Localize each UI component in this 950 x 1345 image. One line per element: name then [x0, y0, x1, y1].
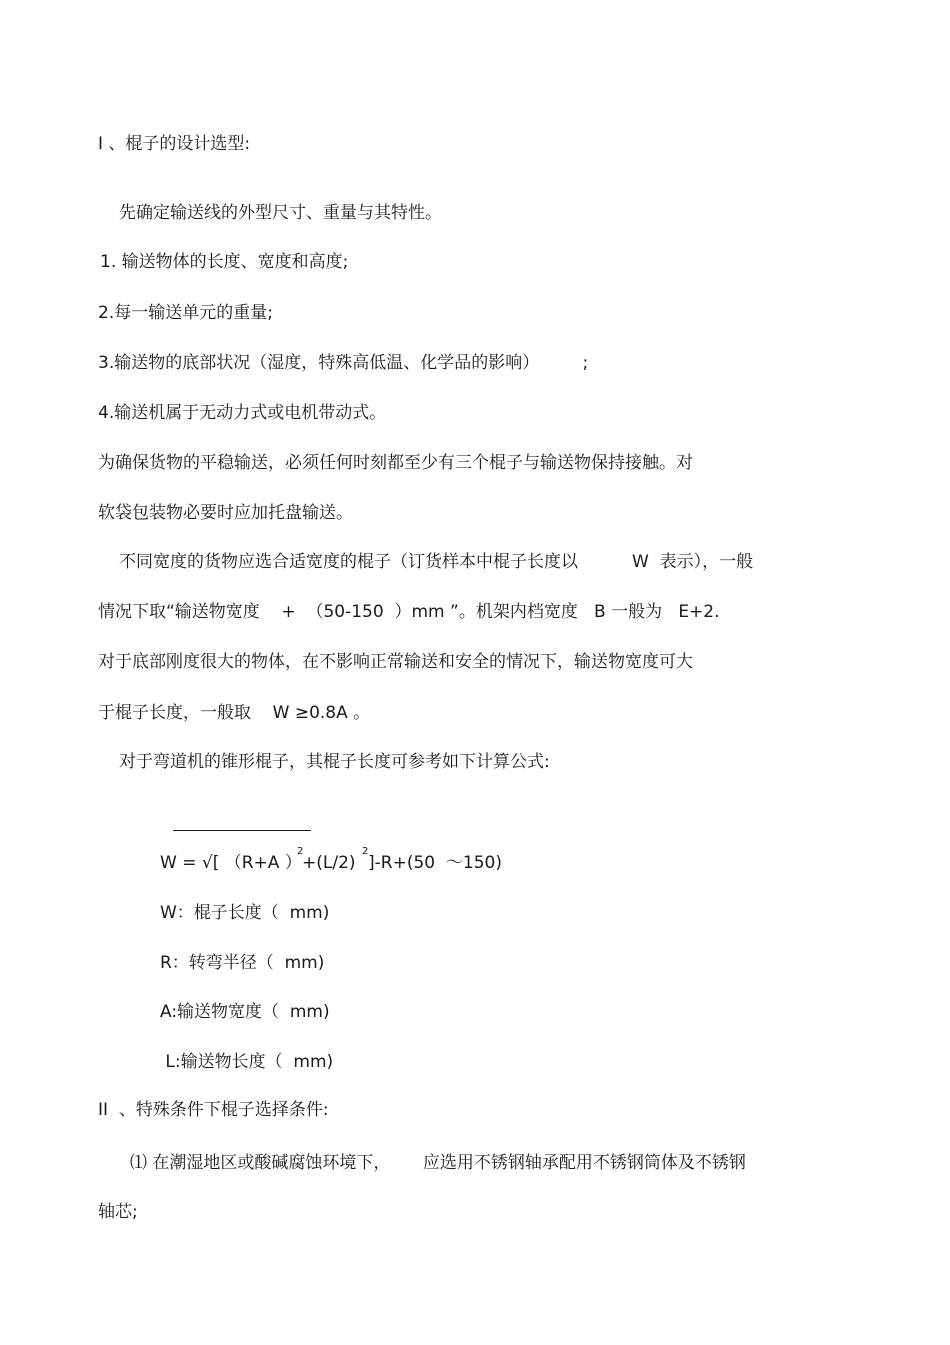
paragraph-line: 对于弯道机的锥形棍子，其棍子长度可参考如下计算公式: — [119, 752, 550, 772]
formula-part: +(L/2) — [302, 853, 356, 873]
paragraph-line: 不同宽度的货物应选合适宽度的棍子（订货样本中棍子长度以 W 表示），一般 — [119, 552, 754, 572]
definition-line: L:输送物长度（ mm) — [160, 1052, 334, 1072]
formula-part: ]-R+(50 ～150) — [368, 853, 502, 873]
list-item: 2.每一输送单元的重量; — [98, 303, 273, 323]
formula-superscript: 2 — [297, 846, 304, 857]
paragraph-line: 于棍子长度，一般取 W ≥0.8A 。 — [98, 703, 371, 723]
section1-title: I 、棍子的设计选型: — [98, 134, 251, 154]
definition-line: R：转弯半径（ mm) — [160, 953, 325, 973]
paragraph-line: 情况下取“输送物宽度 + （50-150 ）mm ”。机架内档宽度 B 一般为 E+2. — [98, 602, 720, 622]
paragraph-line: 轴芯; — [98, 1202, 138, 1222]
formula-overline — [173, 830, 311, 831]
list-item: 1. 输送物体的长度、宽度和高度; — [100, 252, 349, 272]
paragraph-line: 为确保货物的平稳输送，必须任何时刻都至少有三个棍子与输送物保持接触。对 — [98, 453, 693, 473]
definition-line: W：棍子长度（ mm) — [160, 903, 330, 923]
definition-line: A:输送物宽度（ mm) — [160, 1002, 330, 1022]
formula-part: W = √[ （R+A ） — [160, 853, 302, 873]
list-item: 3.输送物的底部状况（湿度，特殊高低温、化学品的影响） ; — [98, 353, 589, 373]
list-item: 4.输送机属于无动力式或电机带动式。 — [98, 403, 387, 423]
paragraph-line: 软袋包装物必要时应加托盘输送。 — [98, 503, 353, 523]
formula-superscript: 2 — [362, 846, 369, 857]
intro-text: 先确定输送线的外型尺寸、重量与其特性。 — [119, 203, 442, 223]
paragraph-line: ⑴ 在潮湿地区或酸碱腐蚀环境下， 应选用不锈钢轴承配用不锈钢筒体及不锈钢 — [130, 1153, 746, 1173]
section2-title: II 、特殊条件下棍子选择条件: — [98, 1100, 329, 1120]
paragraph-line: 对于底部刚度很大的物体，在不影响正常输送和安全的情况下，输送物宽度可大 — [98, 652, 693, 672]
